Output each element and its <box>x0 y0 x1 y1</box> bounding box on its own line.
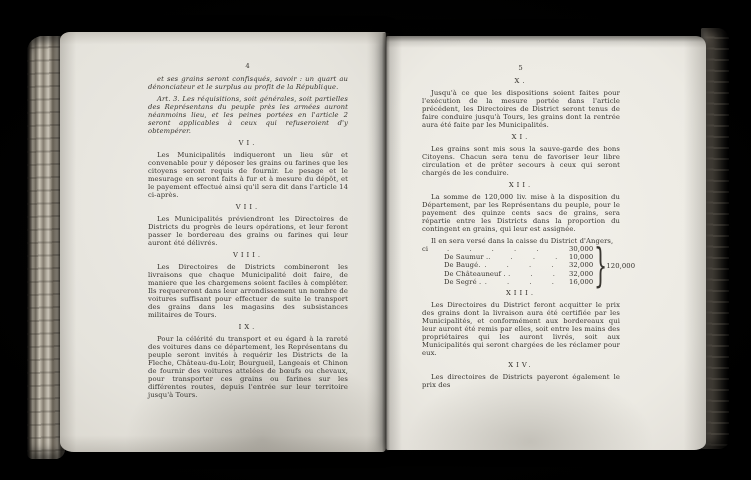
paragraph-viii: Les Directoires de Districts combineront les livraisons que chaque Municipalité doit faire, de maniere que les chargemens soient faciles à compléter. Ils requereront dans leur arrondissement un nombre de voitures suffisant pour effectuer de suite le transport des grains dans les magasins des subsistances militaires de Tours. <box>148 263 348 319</box>
section-heading-viii: VIII. <box>232 251 264 259</box>
allocation-row-segre <box>422 278 593 286</box>
allocation-intro: Il en sera versé dans la caisse du District d'Angers, <box>431 237 614 245</box>
brace-glyph: } <box>594 238 608 292</box>
amount: 32,000 <box>568 261 594 270</box>
amount: 10,000 <box>568 253 594 262</box>
book-gutter <box>382 33 390 451</box>
allocation-rows <box>422 245 593 286</box>
allocation-row-saumur <box>422 253 593 261</box>
allocation-row-bauge <box>422 261 593 269</box>
section-heading-x: X. <box>514 77 528 85</box>
section-heading-xiv: XIV. <box>508 361 534 370</box>
page-number-left: 4 <box>245 62 251 70</box>
section-heading-xiii: XIII. <box>505 289 537 298</box>
district-label: De Segré . <box>444 277 482 286</box>
total-amount: 120,000 <box>606 261 636 270</box>
paragraph-xiii: Les Directoires du District feront acquitter le prix des grains dont la livraison aura été certifiée par les Municipalités, et conformément aux bordereaux qui leur auront été remis par elles, soit entre les mains des propriétaires qui les auront livrés, soit aux Municipalités qui seront chargées de les réclamer pour eux. <box>422 301 620 358</box>
paragraph-xi: Les grains sont mis sous la sauve-garde des bons Citoyens. Chacun sera tenu de favoriser leur libre circulation et de prêter secours à ceux qui seront chargés de les conduire. <box>422 145 620 177</box>
section-heading-ix: IX. <box>238 323 258 331</box>
amount: 16,000 <box>568 277 594 286</box>
section-heading-vii: VII. <box>235 203 261 211</box>
dot-leader: . . . . . <box>447 245 541 253</box>
right-page <box>386 36 706 450</box>
right-page-text <box>422 64 636 393</box>
paragraph: et ses grains seront confisqués, savoir : un quart au dénonciateur et le surplus au profit de la République. <box>148 75 348 91</box>
paragraph-article-3: Art. 3. Les réquisitions, soit générales, soit partielles des Représentans du peuple près les armées auront néanmoins lieu, et les peines portées en l'article 2 seront applicables à ceux qui refuseroient d'y obtempérer. <box>148 95 348 135</box>
allocation-row-chateauneuf <box>422 270 593 278</box>
section-heading-xii: XII. <box>508 181 534 189</box>
paragraph-xiv: Les directoires de Districts payeront également le prix des <box>422 373 620 390</box>
dot-leader: . . . . <box>484 277 556 286</box>
amount: 32,000 <box>568 269 594 278</box>
paragraph-vi: Les Municipalités indiqueront un lieu sûr et convenable pour y déposer les grains ou farines que les citoyens seront requis de fournir. Le pesage et le mesurage en seront faits à fur et à mesure du dépôt, et le payement effectué ainsi qu'il sera dit dans l'article 14 ci-après. <box>148 151 348 199</box>
dot-leader: . . . . <box>488 253 560 262</box>
amount: 30,000 <box>568 245 594 253</box>
district-label: ci <box>422 245 429 253</box>
district-label: De Saumur . <box>444 253 489 262</box>
dot-leader: . . . <box>508 269 557 278</box>
paragraph-xii: La somme de 120,000 liv. mise à la disposition du Département, par les Représentans du peuple, pour le payement des quinze cents sacs de grains, sera répartie entre les Districts dans la proportion du contingent en grains, qui leur est assignée. <box>422 193 620 233</box>
section-heading-vi: VI. <box>238 139 258 147</box>
left-page-text <box>148 62 348 403</box>
district-label: De Châteauneuf . <box>444 269 506 278</box>
district-label: De Baugé. <box>444 261 481 270</box>
paragraph-x: Jusqu'à ce que les dispositions soient faites pour l'exécution de la mesure portée dans l'article précédent, les Directoires de District seront tenus de faire conduire jusqu'à Tours, les grains dont la rentrée aura été faite par les Municipalités. <box>422 89 620 129</box>
left-page <box>60 32 386 452</box>
paragraph-vii: Les Municipalités préviendront les Directoires de Districts du progrès de leurs opérations, et leur feront passer le bordereau des grains ou farines qui leur auront été délivrés. <box>148 215 348 247</box>
dot-leader: . . . . <box>484 261 556 270</box>
allocation-row-angers <box>422 245 593 253</box>
section-heading-xi: XI. <box>511 133 531 141</box>
page-number-right: 5 <box>518 64 524 72</box>
paragraph-ix: Pour la célérité du transport et eu égard à la rareté des voitures dans ce département, les Représentans du peuple seront invités à requérir les Districts de la Fleche, Château-du-Loir, Bourgueil, Langeais et Chinon de fournir des voitures attelées de bœufs ou chevaux, pour transporter ces grains ou farines sur les différentes routes, depuis l'entrée sur leur territoire jusqu'à Tours. <box>148 335 348 399</box>
